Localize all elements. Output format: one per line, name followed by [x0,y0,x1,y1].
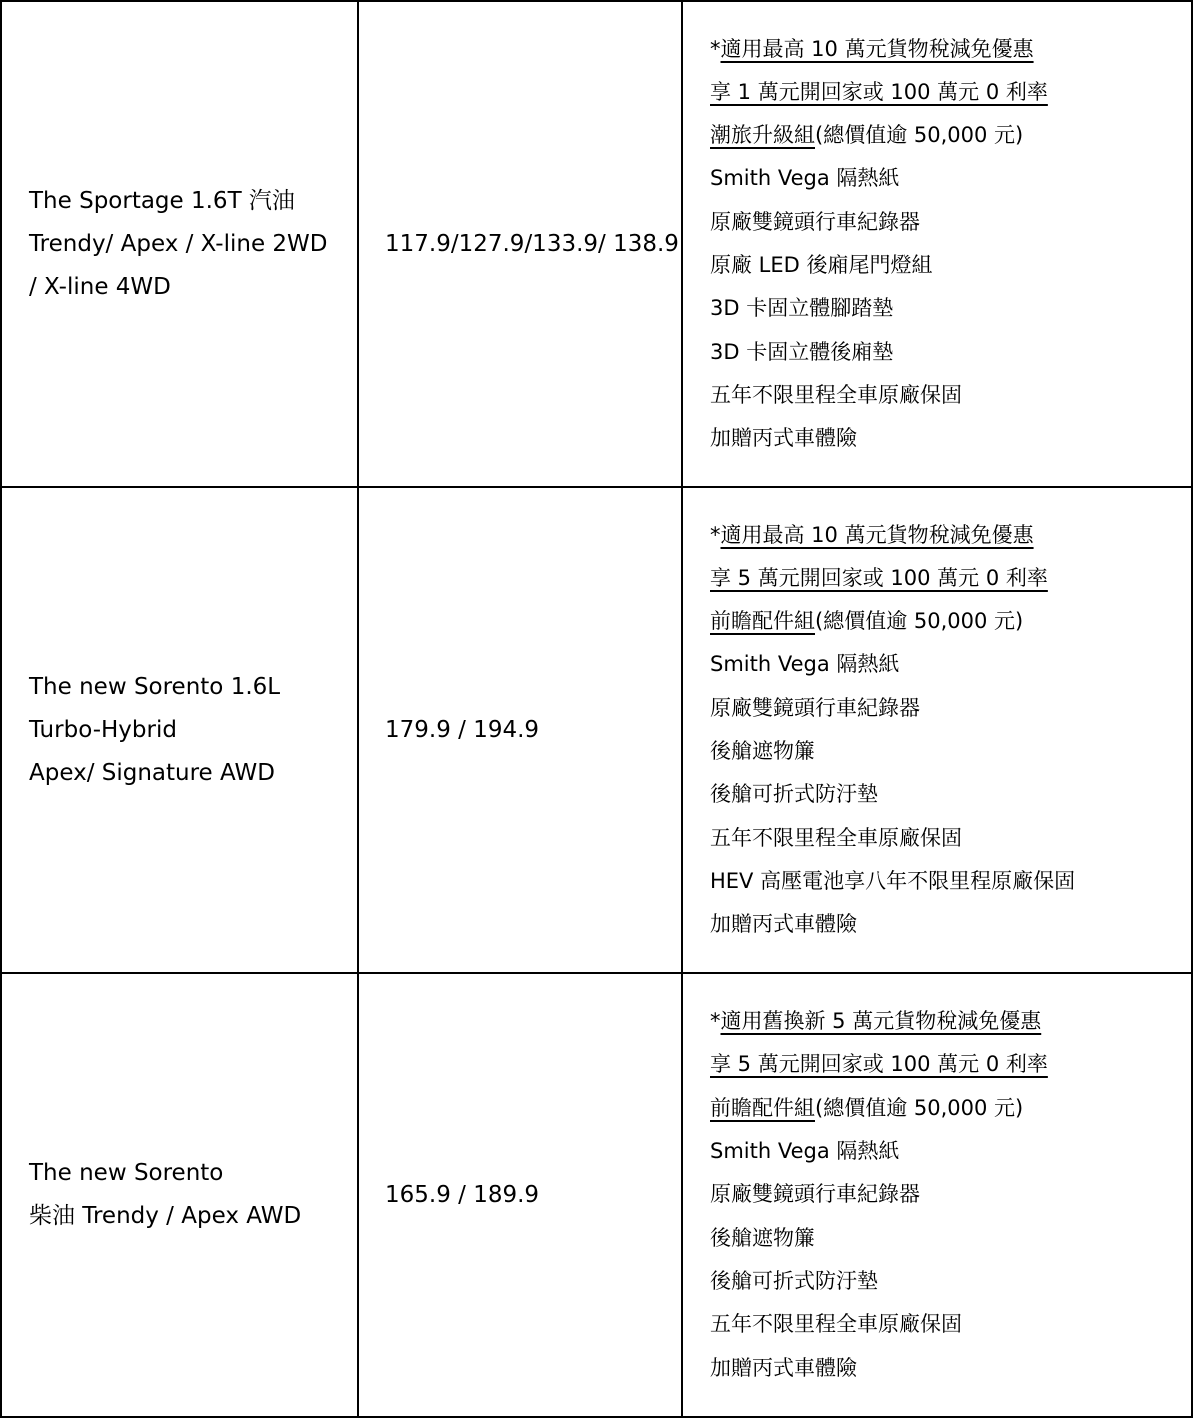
model-line: Turbo-Hybrid [29,716,177,743]
offer-item [710,244,1183,287]
offer-item [710,903,1183,946]
offer-text: Smith Vega 隔熱紙 [710,652,900,677]
offer-item [710,817,1183,860]
model-line: The new Sorento [29,1160,224,1186]
model-lines [2,1152,357,1238]
offer-text: 五年不限里程全車原廠保固 [710,1312,962,1337]
price-cell [358,973,682,1417]
offer-item [710,28,1183,71]
offer-highlight: 適用舊換新 5 萬元貨物稅減免優惠 [720,1009,1042,1034]
offer-item [710,557,1183,600]
offer-item [710,331,1183,374]
offer-text: 原廠雙鏡頭行車紀錄器 [710,209,920,234]
table-row [1,487,1192,973]
offer-item [710,1303,1183,1346]
offer-highlight: 前瞻配件組 [710,1095,815,1120]
offer-item [710,1000,1183,1043]
offer-text: 後艙可折式防汙墊 [710,782,878,807]
model-line: Apex/ Signature AWD [29,759,275,786]
offer-prefix: * [710,522,721,547]
table-row [1,973,1192,1417]
offer-text: 3D 卡固立體腳踏墊 [710,296,894,321]
model-cell [1,973,358,1417]
offer-text: 原廠雙鏡頭行車紀錄器 [710,1182,920,1207]
offer-text: HEV 高壓電池享八年不限里程原廠保固 [710,868,1076,893]
model-lines [2,666,357,795]
model-line: 柴油 Trendy / Apex AWD [29,1203,302,1229]
offer-item [710,600,1183,643]
offer-item [710,287,1183,330]
price-cell [358,487,682,973]
model-line: Trendy/ Apex / X-line 2WD [29,230,328,257]
offer-text: Smith Vega 隔熱紙 [710,166,900,191]
model-line: The Sportage 1.6T 汽油 [29,187,295,214]
offer-item [710,514,1183,557]
offer-item [710,1260,1183,1303]
price-value: 165.9 / 189.9 [385,1181,540,1208]
offer-prefix: * [710,36,721,61]
offer-list [683,514,1191,947]
offer-item [710,201,1183,244]
offer-text: 五年不限里程全車原廠保固 [710,382,962,407]
offer-cell [682,487,1192,973]
offer-item [710,1043,1183,1086]
offer-item [710,773,1183,816]
promo-table-body [1,1,1192,1417]
offer-item [710,114,1183,157]
offer-highlight: 潮旅升級組 [710,123,815,148]
offer-text: Smith Vega 隔熱紙 [710,1139,900,1164]
offer-text: 加贈丙式車體險 [710,1355,857,1380]
price-cell [358,1,682,487]
offer-item [710,374,1183,417]
offer-text: 原廠 LED 後廂尾門燈組 [710,253,933,277]
offer-text: 後艙遮物簾 [710,739,815,763]
offer-item [710,730,1183,773]
offer-list [683,1000,1191,1390]
offer-item [710,643,1183,686]
offer-item [710,1217,1183,1260]
offer-highlight: 享 5 萬元開回家或 100 萬元 0 利率 [710,1052,1048,1077]
model-cell [1,487,358,973]
offer-item [710,157,1183,200]
offer-highlight: 適用最高 10 萬元貨物稅減免優惠 [720,522,1034,547]
offer-cell [682,1,1192,487]
offer-prefix: * [710,1009,721,1034]
model-line: / X-line 4WD [29,273,171,300]
offer-text: 3D 卡固立體後廂墊 [710,339,894,364]
offer-text: 後艙可折式防汙墊 [710,1268,878,1293]
model-cell [1,1,358,487]
offer-text: 加贈丙式車體險 [710,912,857,937]
offer-cell [682,973,1192,1417]
offer-highlight: 適用最高 10 萬元貨物稅減免優惠 [720,36,1034,61]
offer-text: 五年不限里程全車原廠保固 [710,825,962,850]
offer-text: (總價值逾 50,000 元) [815,609,1024,634]
offer-item [710,71,1183,114]
model-line: The new Sorento 1.6L [29,673,281,700]
offer-list [683,28,1191,461]
offer-highlight: 享 1 萬元開回家或 100 萬元 0 利率 [710,79,1048,104]
offer-text: 原廠雙鏡頭行車紀錄器 [710,695,920,720]
offer-item [710,1130,1183,1173]
offer-item [710,1347,1183,1390]
offer-highlight: 享 5 萬元開回家或 100 萬元 0 利率 [710,565,1048,590]
model-lines [2,180,357,309]
offer-item [710,687,1183,730]
table-row [1,1,1192,487]
offer-text: 後艙遮物簾 [710,1225,815,1250]
offer-text: (總價值逾 50,000 元) [815,1095,1024,1120]
offer-text: 加贈丙式車體險 [710,426,857,451]
offer-highlight: 前瞻配件組 [710,609,815,634]
offer-item [710,1173,1183,1216]
price-value: 117.9/127.9/133.9/ 138.9 [385,230,679,257]
offer-item [710,1087,1183,1130]
offer-item [710,860,1183,903]
price-value: 179.9 / 194.9 [385,716,540,743]
offer-item [710,417,1183,460]
offer-text: (總價值逾 50,000 元) [815,123,1024,148]
